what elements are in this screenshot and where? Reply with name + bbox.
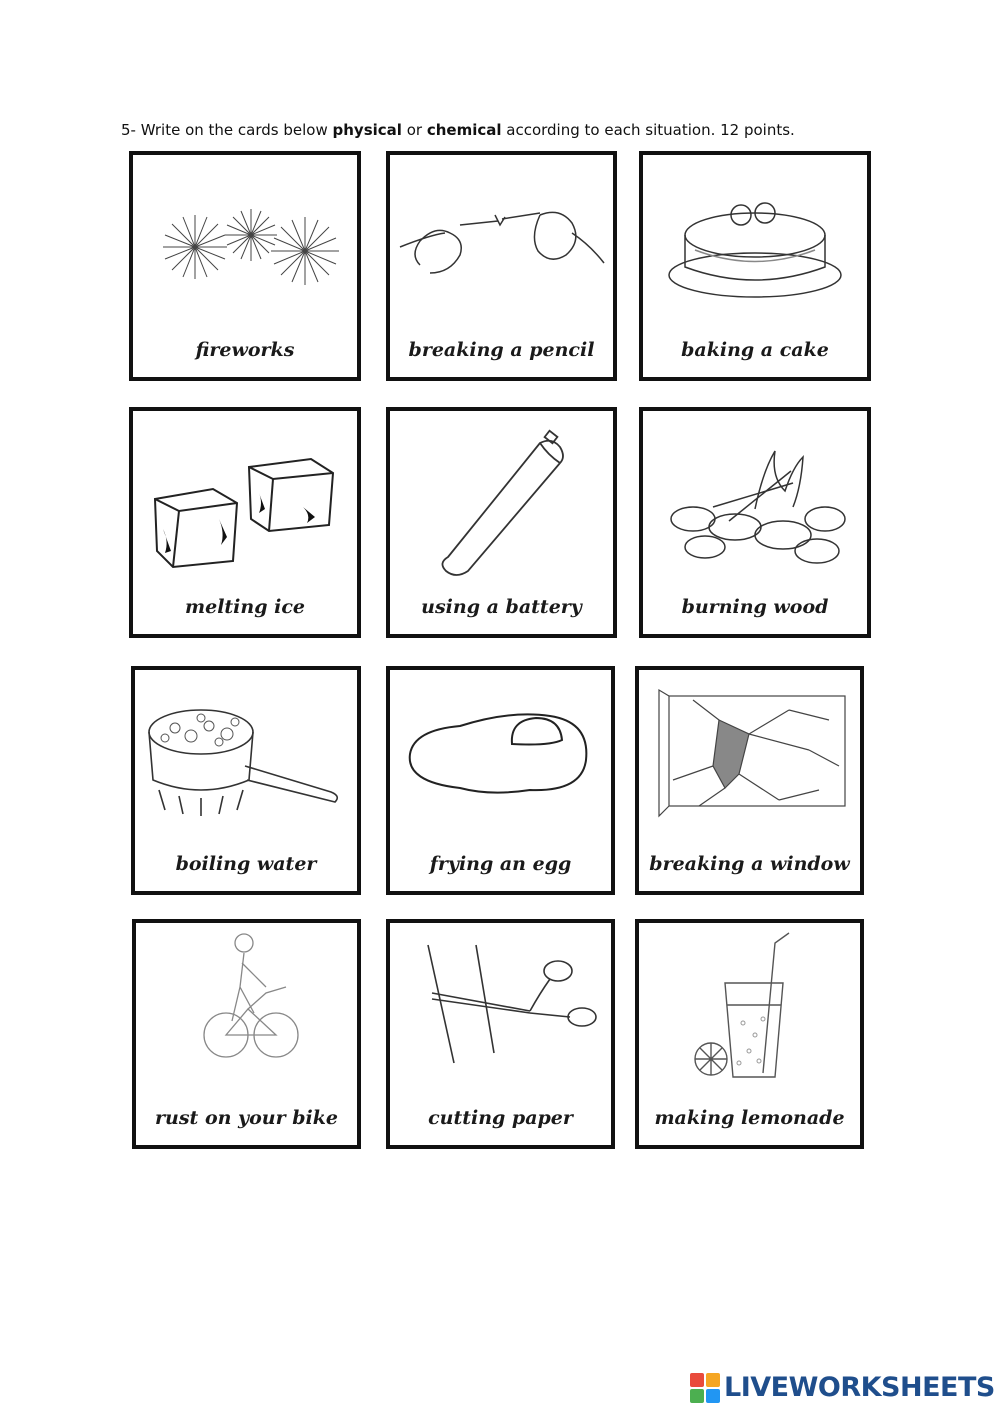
- instruction-prefix: 5- Write on the cards below: [121, 121, 333, 139]
- lemonade-icon: [639, 923, 860, 1091]
- card-label: fireworks: [195, 339, 295, 361]
- card-label: baking a cake: [681, 339, 829, 361]
- bike-rider-icon: [136, 923, 357, 1091]
- card-rust-bike[interactable]: [132, 919, 361, 1149]
- card-label: burning wood: [681, 596, 829, 618]
- instruction-text: [121, 121, 795, 139]
- instruction-physical: physical: [332, 121, 402, 139]
- card-label: breaking a window: [649, 853, 850, 875]
- campfire-icon: [643, 411, 867, 581]
- broken-window-icon: [639, 670, 860, 838]
- fireworks-icon: [133, 155, 357, 325]
- pencil-breaking-icon: [390, 155, 613, 325]
- card-breaking-pencil[interactable]: [386, 151, 617, 381]
- card-label: breaking a pencil: [408, 339, 595, 361]
- card-melting-ice[interactable]: [129, 407, 361, 638]
- liveworksheets-brand: [690, 1372, 995, 1403]
- card-frying-egg[interactable]: [386, 666, 615, 895]
- card-label: cutting paper: [428, 1107, 573, 1129]
- card-fireworks[interactable]: [129, 151, 361, 381]
- instruction-middle: or: [401, 121, 427, 139]
- brand-name: LIVEWORKSHEETS: [724, 1372, 995, 1403]
- card-making-lemonade[interactable]: [635, 919, 864, 1149]
- fried-egg-icon: [390, 670, 611, 838]
- cake-icon: [643, 155, 867, 325]
- card-baking-cake[interactable]: [639, 151, 871, 381]
- battery-icon: [390, 411, 613, 581]
- card-label: using a battery: [421, 596, 582, 618]
- card-label: boiling water: [175, 853, 317, 875]
- card-label: melting ice: [185, 596, 305, 618]
- card-breaking-window[interactable]: [635, 666, 864, 895]
- instruction-chemical: chemical: [426, 121, 502, 139]
- card-boiling-water[interactable]: [131, 666, 361, 895]
- instruction-suffix: according to each situation. 12 points.: [501, 121, 795, 139]
- scissors-icon: [390, 923, 611, 1091]
- liveworksheets-logo-icon: [690, 1373, 720, 1403]
- card-cutting-paper[interactable]: [386, 919, 615, 1149]
- card-label: rust on your bike: [155, 1107, 338, 1129]
- card-using-battery[interactable]: [386, 407, 617, 638]
- boiling-pot-icon: [135, 670, 357, 838]
- card-label: making lemonade: [654, 1107, 845, 1129]
- card-label: frying an egg: [429, 853, 572, 875]
- card-burning-wood[interactable]: [639, 407, 871, 638]
- ice-cubes-icon: [133, 411, 357, 581]
